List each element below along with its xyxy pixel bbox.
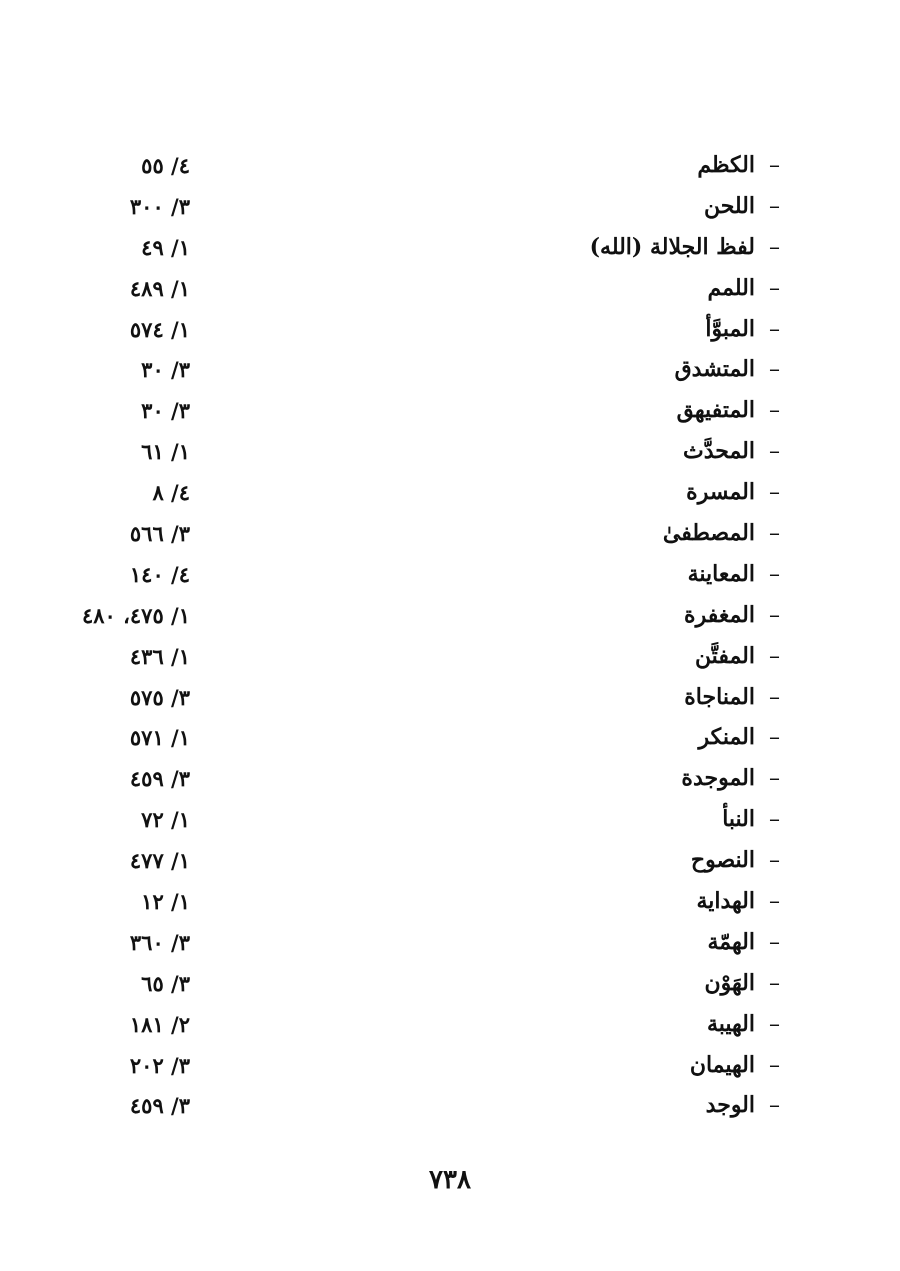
index-row: [100, 761, 800, 802]
term-text: المحدَّث: [683, 438, 755, 465]
index-row: [100, 884, 800, 925]
dash-bullet: –: [769, 684, 780, 710]
index-row: [100, 475, 800, 516]
index-term: [708, 929, 780, 955]
index-row: [100, 720, 800, 761]
term-text: المسرة: [686, 479, 755, 506]
volume-page-ref: ١/ ٤٩: [141, 234, 190, 260]
index-row: [100, 434, 800, 475]
volume-page-ref: ١/ ٥٧٤: [129, 316, 190, 342]
dash-bullet: –: [769, 1052, 780, 1078]
index-term: [686, 479, 780, 505]
dash-bullet: –: [769, 1093, 780, 1119]
volume-page-ref: ٤/ ٨: [152, 480, 190, 506]
volume-page-ref: ٤/ ١٤٠: [129, 561, 190, 587]
index-row: [100, 966, 800, 1007]
dash-bullet: –: [769, 234, 780, 260]
index-term: [722, 806, 780, 832]
index-term: [684, 684, 780, 710]
volume-page-ref: ١/ ٤٨٩: [129, 275, 190, 301]
index-row: [100, 680, 800, 721]
term-text: اللمم: [707, 274, 755, 301]
volume-page-ref: ١/ ٤٣٦: [129, 643, 190, 669]
dash-bullet: –: [769, 725, 780, 751]
index-row: [100, 393, 800, 434]
volume-page-ref: ٤/ ٥٥: [141, 153, 190, 178]
dash-bullet: –: [769, 480, 780, 506]
index-term: [706, 1092, 780, 1118]
page-number: ٧٣٨: [429, 1165, 471, 1195]
volume-page-ref: ٣/ ٣٠: [141, 357, 190, 383]
term-text: المتفيهق: [676, 397, 755, 424]
term-text: المعاينة: [687, 560, 755, 587]
term-text: الكظم: [697, 152, 755, 178]
index-term: [683, 438, 780, 464]
index-term: [663, 520, 780, 546]
index-row: [100, 639, 800, 680]
dash-bullet: –: [769, 766, 780, 792]
term-text: الهداية: [696, 888, 755, 915]
dash-bullet: –: [769, 602, 780, 628]
index-row: [100, 1007, 800, 1048]
volume-page-ref: ٢/ ١٨١: [129, 1011, 190, 1037]
dash-bullet: –: [769, 316, 780, 342]
volume-page-ref: ١/ ١٢: [141, 889, 190, 915]
dash-bullet: –: [769, 561, 780, 587]
term-text: المتشدق: [674, 356, 755, 383]
index-row: [100, 1048, 800, 1089]
volume-page-ref: ٣/ ٣٦٠: [129, 929, 190, 955]
index-term: [688, 561, 780, 587]
index-row: [100, 557, 800, 598]
term-text: الهيبة: [706, 1010, 755, 1037]
index-row: [100, 843, 800, 884]
dash-bullet: –: [769, 357, 780, 383]
term-text: لفظ الجلالة (الله): [589, 233, 755, 260]
term-text: المناجاة: [684, 683, 755, 710]
dash-bullet: –: [769, 970, 780, 996]
index-row: [100, 148, 800, 189]
term-text: المصطفىٰ: [662, 520, 755, 547]
index-term: [696, 888, 780, 914]
index-row: [100, 189, 800, 230]
index-row: [100, 230, 800, 271]
index-term: [691, 847, 780, 873]
index-term: [695, 643, 780, 669]
volume-page-ref: ١/ ٦١: [141, 439, 190, 465]
index-term: [677, 397, 780, 423]
dash-bullet: –: [769, 807, 780, 833]
dash-bullet: –: [769, 439, 780, 465]
index-term: [690, 1052, 780, 1078]
volume-page-ref: ٣/ ٥٧٥: [129, 684, 190, 710]
dash-bullet: –: [769, 643, 780, 669]
index-row: [100, 352, 800, 393]
dash-bullet: –: [769, 889, 780, 915]
index-row: [100, 312, 800, 353]
index-term: [681, 765, 780, 791]
volume-page-ref: ١/ ٤٧٥، ٤٨٠: [81, 602, 190, 628]
index-term: [684, 602, 780, 628]
index-term: [705, 970, 780, 996]
volume-page-ref: ٣/ ٣٠٠: [129, 193, 190, 219]
term-text: اللحن: [703, 192, 755, 219]
term-text: الموجدة: [681, 765, 755, 792]
volume-page-ref: ٣/ ٤٥٩: [129, 1093, 190, 1119]
index-term: [704, 193, 780, 219]
term-text: المنكر: [698, 724, 755, 751]
index-term: [590, 234, 780, 260]
term-text: النصوح: [690, 847, 755, 874]
term-text: المفتَّن: [694, 642, 755, 669]
index-term: [708, 275, 780, 301]
index-term: [705, 316, 780, 342]
index-term: [675, 356, 780, 382]
term-text: المغفرة: [684, 601, 755, 628]
index-term: [707, 1011, 780, 1037]
index-term: [699, 724, 780, 750]
volume-page-ref: ٣/ ٤٥٩: [129, 766, 190, 792]
terms-index-list: [81, 148, 800, 1129]
volume-page-ref: ٣/ ٣٠: [141, 398, 190, 424]
volume-page-ref: ٣/ ٦٥: [141, 970, 190, 996]
volume-page-ref: ٣/ ٥٦٦: [129, 521, 190, 547]
volume-page-ref: ١/ ٧٢: [141, 807, 190, 833]
index-row: [81, 598, 800, 639]
term-text: النبأ: [722, 806, 755, 833]
dash-bullet: –: [769, 398, 780, 424]
term-text: الهيمان: [689, 1051, 755, 1078]
index-term: [697, 152, 780, 178]
index-row: [100, 925, 800, 966]
dash-bullet: –: [769, 153, 780, 178]
dash-bullet: –: [769, 193, 780, 219]
dash-bullet: –: [769, 848, 780, 874]
volume-page-ref: ١/ ٤٧٧: [129, 848, 190, 874]
index-row: [100, 516, 800, 557]
index-row: [100, 1088, 800, 1129]
index-row: [100, 802, 800, 843]
dash-bullet: –: [769, 275, 780, 301]
volume-page-ref: ٣/ ٢٠٢: [129, 1052, 190, 1078]
term-text: الهَوْن: [704, 969, 755, 996]
dash-bullet: –: [769, 1011, 780, 1037]
dash-bullet: –: [769, 521, 780, 547]
volume-page-ref: ١/ ٥٧١: [129, 725, 190, 751]
term-text: الهمّة: [707, 928, 755, 955]
term-text: الوجد: [705, 1092, 755, 1119]
index-row: [100, 271, 800, 312]
term-text: المبوَّأ: [705, 315, 755, 342]
dash-bullet: –: [769, 929, 780, 955]
